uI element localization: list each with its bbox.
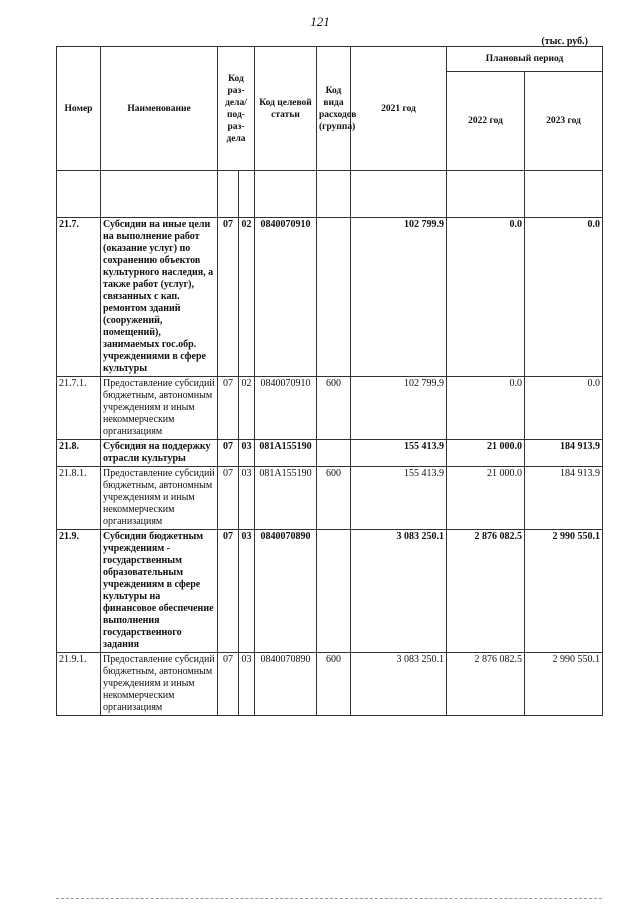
row-name: Субсидии на иные цели на выполнение работ (оказание услуг) по сохранению объектов культурного наследия, а также работ (услуг), связанных с кап. ремонтом зданий (сооружений, помещений), занимаемых гос.обр. учреждениями в сфере культуры — [101, 218, 218, 377]
row-2021: 3 083 250.1 — [351, 653, 447, 716]
row-2021: 155 413.9 — [351, 467, 447, 530]
row-target: 081A155190 — [255, 467, 317, 530]
row-razdel: 07 — [218, 440, 239, 467]
table-row — [57, 377, 603, 440]
row-2022: 21 000.0 — [447, 467, 525, 530]
row-name: Предоставление субсидий бюджетным, автономным учреждениям и иным некоммерческим организациям — [101, 653, 218, 716]
row-expense-type — [317, 440, 351, 467]
row-2022: 2 876 082.5 — [447, 530, 525, 653]
table-row — [57, 467, 603, 530]
row-2021: 155 413.9 — [351, 440, 447, 467]
header-2021: 2021 год — [351, 47, 447, 171]
row-target: 0840070890 — [255, 530, 317, 653]
row-razdel: 07 — [218, 653, 239, 716]
row-2022: 21 000.0 — [447, 440, 525, 467]
header-section: Код раз-дела/ под-раз-дела — [218, 47, 255, 171]
row-razdel: 07 — [218, 377, 239, 440]
page-bottom-divider — [56, 898, 602, 899]
row-podrazdel: 02 — [239, 377, 255, 440]
header-number: Номер — [57, 47, 101, 171]
units-label: (тыс. руб.) — [541, 36, 588, 47]
header-target: Код целевой статьи — [255, 47, 317, 171]
row-razdel: 07 — [218, 218, 239, 377]
row-2022: 0.0 — [447, 377, 525, 440]
row-name: Субсидия на поддержку отрасли культуры — [101, 440, 218, 467]
row-2021: 102 799.9 — [351, 377, 447, 440]
row-podrazdel: 02 — [239, 218, 255, 377]
row-number: 21.9. — [57, 530, 101, 653]
table-row — [57, 653, 603, 716]
row-2023: 184 913.9 — [525, 467, 603, 530]
table-row — [57, 440, 603, 467]
row-expense-type — [317, 530, 351, 653]
table-row — [57, 218, 603, 377]
row-target: 0840070910 — [255, 377, 317, 440]
row-number: 21.7.1. — [57, 377, 101, 440]
row-target: 0840070890 — [255, 653, 317, 716]
row-number: 21.8.1. — [57, 467, 101, 530]
row-2023: 0.0 — [525, 218, 603, 377]
header-2022: 2022 год — [447, 72, 525, 171]
row-2023: 2 990 550.1 — [525, 530, 603, 653]
header-plan-period: Плановый период — [447, 47, 603, 72]
row-2023: 2 990 550.1 — [525, 653, 603, 716]
row-number: 21.9.1. — [57, 653, 101, 716]
header-name: Наименование — [101, 47, 218, 171]
row-2023: 0.0 — [525, 377, 603, 440]
row-razdel: 07 — [218, 467, 239, 530]
row-expense-type: 600 — [317, 377, 351, 440]
row-name: Предоставление субсидий бюджетным, автономным учреждениям и иным некоммерческим организациям — [101, 467, 218, 530]
row-2023: 184 913.9 — [525, 440, 603, 467]
row-2021: 102 799.9 — [351, 218, 447, 377]
row-expense-type: 600 — [317, 653, 351, 716]
row-podrazdel: 03 — [239, 440, 255, 467]
row-expense-type — [317, 218, 351, 377]
table-body — [57, 171, 603, 716]
row-number: 21.7. — [57, 218, 101, 377]
row-podrazdel: 03 — [239, 467, 255, 530]
row-2022: 2 876 082.5 — [447, 653, 525, 716]
budget-table — [56, 46, 603, 716]
row-2021: 3 083 250.1 — [351, 530, 447, 653]
page-number: 121 — [310, 14, 330, 29]
header-expense-type: Код вида расходов (группа) — [317, 47, 351, 171]
row-expense-type: 600 — [317, 467, 351, 530]
row-podrazdel: 03 — [239, 530, 255, 653]
row-podrazdel: 03 — [239, 653, 255, 716]
row-name: Предоставление субсидий бюджетным, автономным учреждениям и иным некоммерческим организациям — [101, 377, 218, 440]
row-razdel: 07 — [218, 530, 239, 653]
row-target: 0840070910 — [255, 218, 317, 377]
header-2023: 2023 год — [525, 72, 603, 171]
row-target: 081A155190 — [255, 440, 317, 467]
table-row — [57, 530, 603, 653]
row-name: Субсидии бюджетным учреждениям - государственным образовательным учреждениям в сфере культуры на финансовое обеспечение выполнения государственного задания — [101, 530, 218, 653]
row-number: 21.8. — [57, 440, 101, 467]
row-2022: 0.0 — [447, 218, 525, 377]
